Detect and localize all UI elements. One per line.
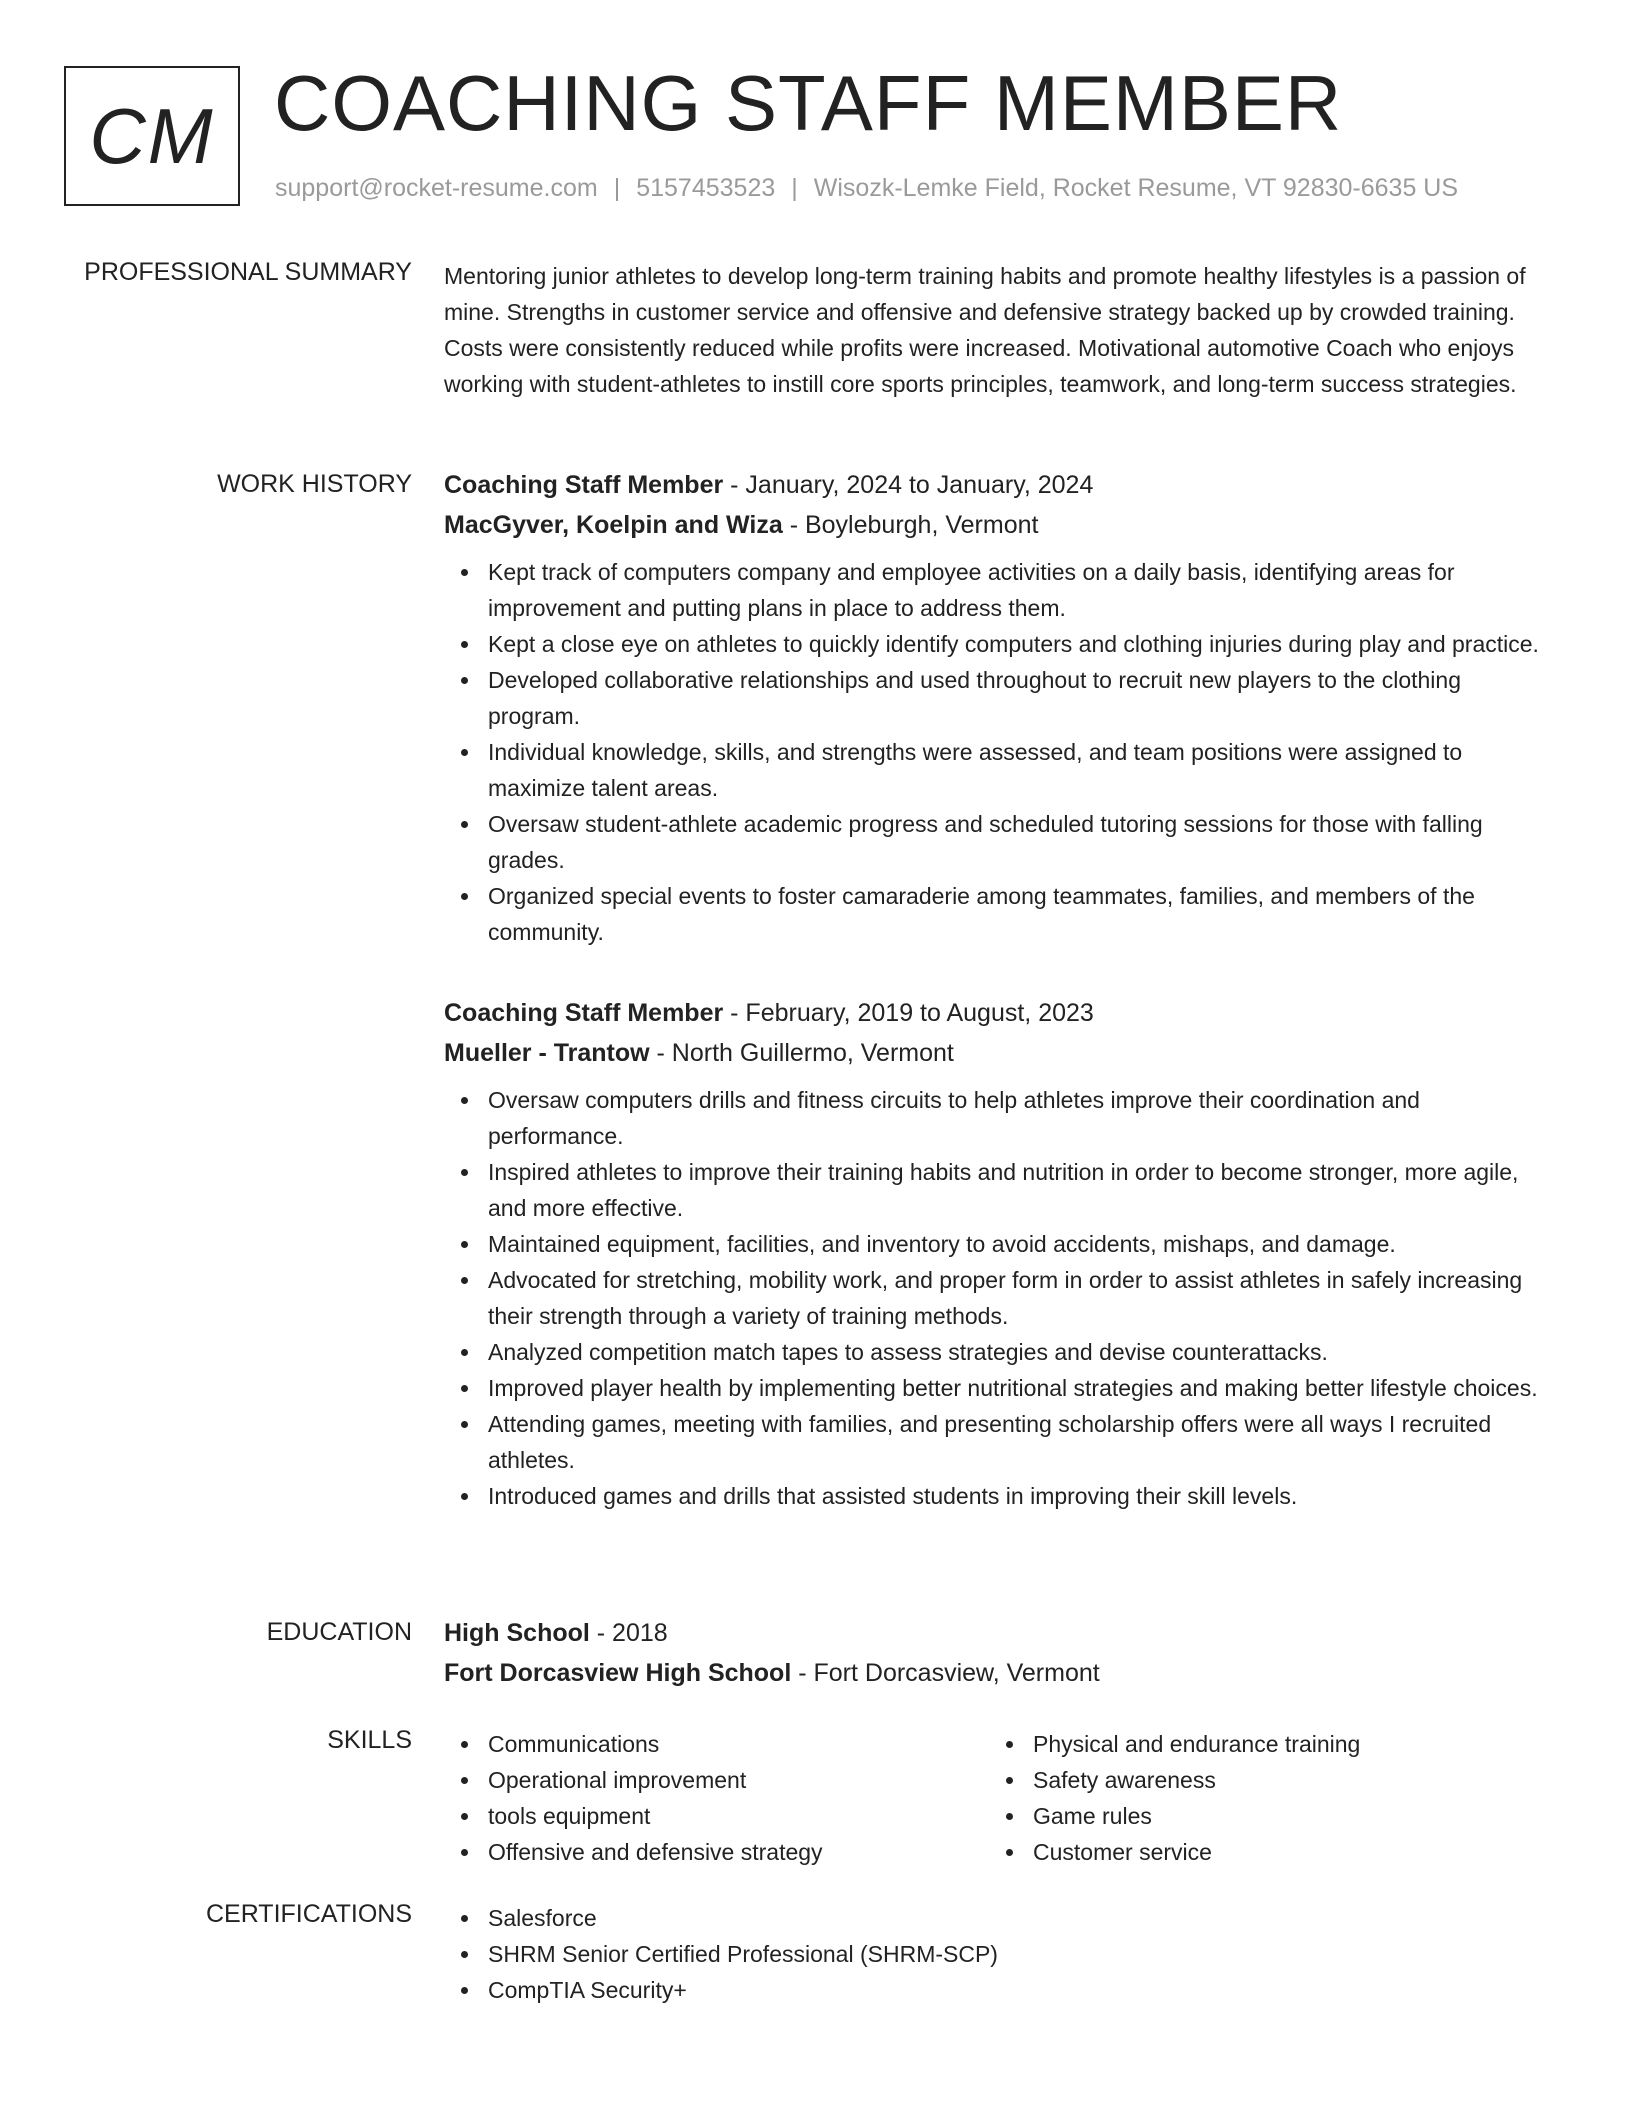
job-bullet: Oversaw student-athlete academic progress and scheduled tutoring sessions for those with falling grades. [444, 806, 1554, 878]
skills-column-right [989, 1726, 1534, 1870]
job-bullet: Kept track of computers company and employee activities on a daily basis, identifying areas for improvement and putting plans in place to address them. [444, 554, 1554, 626]
job-location: - North Guillermo, Vermont [649, 1039, 954, 1067]
job-dates: - February, 2019 to August, 2023 [723, 999, 1094, 1027]
certification-item: SHRM Senior Certified Professional (SHRM-SCP) [444, 1936, 1554, 1972]
job-bullet: Kept a close eye on athletes to quickly identify computers and clothing injuries during play and practice. [444, 626, 1554, 662]
resume-header [64, 59, 1584, 210]
education-degree-line [444, 1618, 1554, 1648]
skill-item: Offensive and defensive strategy [444, 1834, 989, 1870]
job-bullets [444, 554, 1554, 950]
job-bullet: Attending games, meeting with families, and presenting scholarship offers were all ways I recruited athletes. [444, 1406, 1554, 1478]
job-company-line [444, 510, 1554, 540]
skill-item: Customer service [989, 1834, 1534, 1870]
skills-grid [444, 1726, 1554, 1870]
job-bullet: Oversaw computers drills and fitness circuits to help athletes improve their coordination and performance. [444, 1082, 1554, 1154]
education-school-line [444, 1658, 1554, 1688]
skill-item: Safety awareness [989, 1762, 1534, 1798]
job-bullet: Analyzed competition match tapes to assess strategies and devise counterattacks. [444, 1334, 1554, 1370]
skill-item: Operational improvement [444, 1762, 989, 1798]
contact-separator: | [791, 174, 798, 202]
job-dates: - January, 2024 to January, 2024 [723, 471, 1094, 499]
section-title-summary: PROFESSIONAL SUMMARY [84, 258, 412, 286]
education-location: - Fort Dorcasview, Vermont [791, 1659, 1100, 1687]
certification-item: Salesforce [444, 1900, 1554, 1936]
job-bullet: Inspired athletes to improve their training habits and nutrition in order to become stronger, more agile, and more effective. [444, 1154, 1554, 1226]
skills-column-left [444, 1726, 989, 1870]
monogram-box: CM [64, 66, 240, 206]
job-title-line [444, 470, 1554, 500]
job-bullets [444, 1082, 1554, 1514]
job-bullet: Organized special events to foster camaraderie among teammates, families, and members of the community. [444, 878, 1554, 950]
contact-address: Wisozk-Lemke Field, Rocket Resume, VT 92830-6635 US [813, 174, 1459, 202]
education-degree: High School [444, 1619, 590, 1647]
section-title-work-history: WORK HISTORY [217, 470, 412, 498]
skill-item: Communications [444, 1726, 989, 1762]
job-company: MacGyver, Koelpin and Wiza [444, 511, 783, 539]
education-year: - 2018 [589, 1619, 668, 1647]
skill-item: Physical and endurance training [989, 1726, 1534, 1762]
section-title-certifications: CERTIFICATIONS [205, 1900, 412, 1928]
section-title-education: EDUCATION [266, 1618, 412, 1646]
skill-item: Game rules [989, 1798, 1534, 1834]
job-company-line [444, 1038, 1554, 1068]
contact-phone: 5157453523 [636, 174, 776, 202]
job-entry [444, 470, 1554, 950]
contact-line [275, 174, 1458, 203]
job-bullet: Improved player health by implementing better nutritional strategies and making better lifestyle choices. [444, 1370, 1554, 1406]
job-bullet: Developed collaborative relationships and used throughout to recruit new players to the clothing program. [444, 662, 1554, 734]
skill-item: tools equipment [444, 1798, 989, 1834]
job-role: Coaching Staff Member [444, 999, 724, 1027]
summary-text: Mentoring junior athletes to develop long-term training habits and promote healthy lifestyles is a passion of mine. Strengths in customer service and offensive and defensive strategy backed up by crowded training. Costs were consistently reduced while profits were increased. Motivational automotive Coach who enjoys working with student-athletes to instill core sports principles, teamwork, and long-term success strategies. [444, 263, 1526, 397]
job-bullet: Individual knowledge, skills, and strengths were assessed, and team positions were assigned to maximize talent areas. [444, 734, 1554, 806]
candidate-title: COACHING STAFF MEMBER [274, 59, 1343, 147]
certifications-list [444, 1900, 1554, 2008]
job-role: Coaching Staff Member [444, 471, 724, 499]
job-title-line [444, 998, 1554, 1028]
job-location: - Boyleburgh, Vermont [782, 511, 1039, 539]
job-bullet: Advocated for stretching, mobility work, and proper form in order to assist athletes in safely increasing their strength through a variety of training methods. [444, 1262, 1554, 1334]
contact-email: support@rocket-resume.com [275, 174, 598, 202]
contact-separator: | [613, 174, 621, 202]
certification-item: CompTIA Security+ [444, 1972, 1554, 2008]
section-title-skills: SKILLS [327, 1726, 412, 1754]
job-entry [444, 998, 1554, 1514]
job-bullet: Maintained equipment, facilities, and inventory to avoid accidents, mishaps, and damage. [444, 1226, 1554, 1262]
job-bullet: Introduced games and drills that assisted students in improving their skill levels. [444, 1478, 1554, 1514]
education-school: Fort Dorcasview High School [444, 1659, 792, 1687]
job-company: Mueller - Trantow [444, 1039, 650, 1067]
